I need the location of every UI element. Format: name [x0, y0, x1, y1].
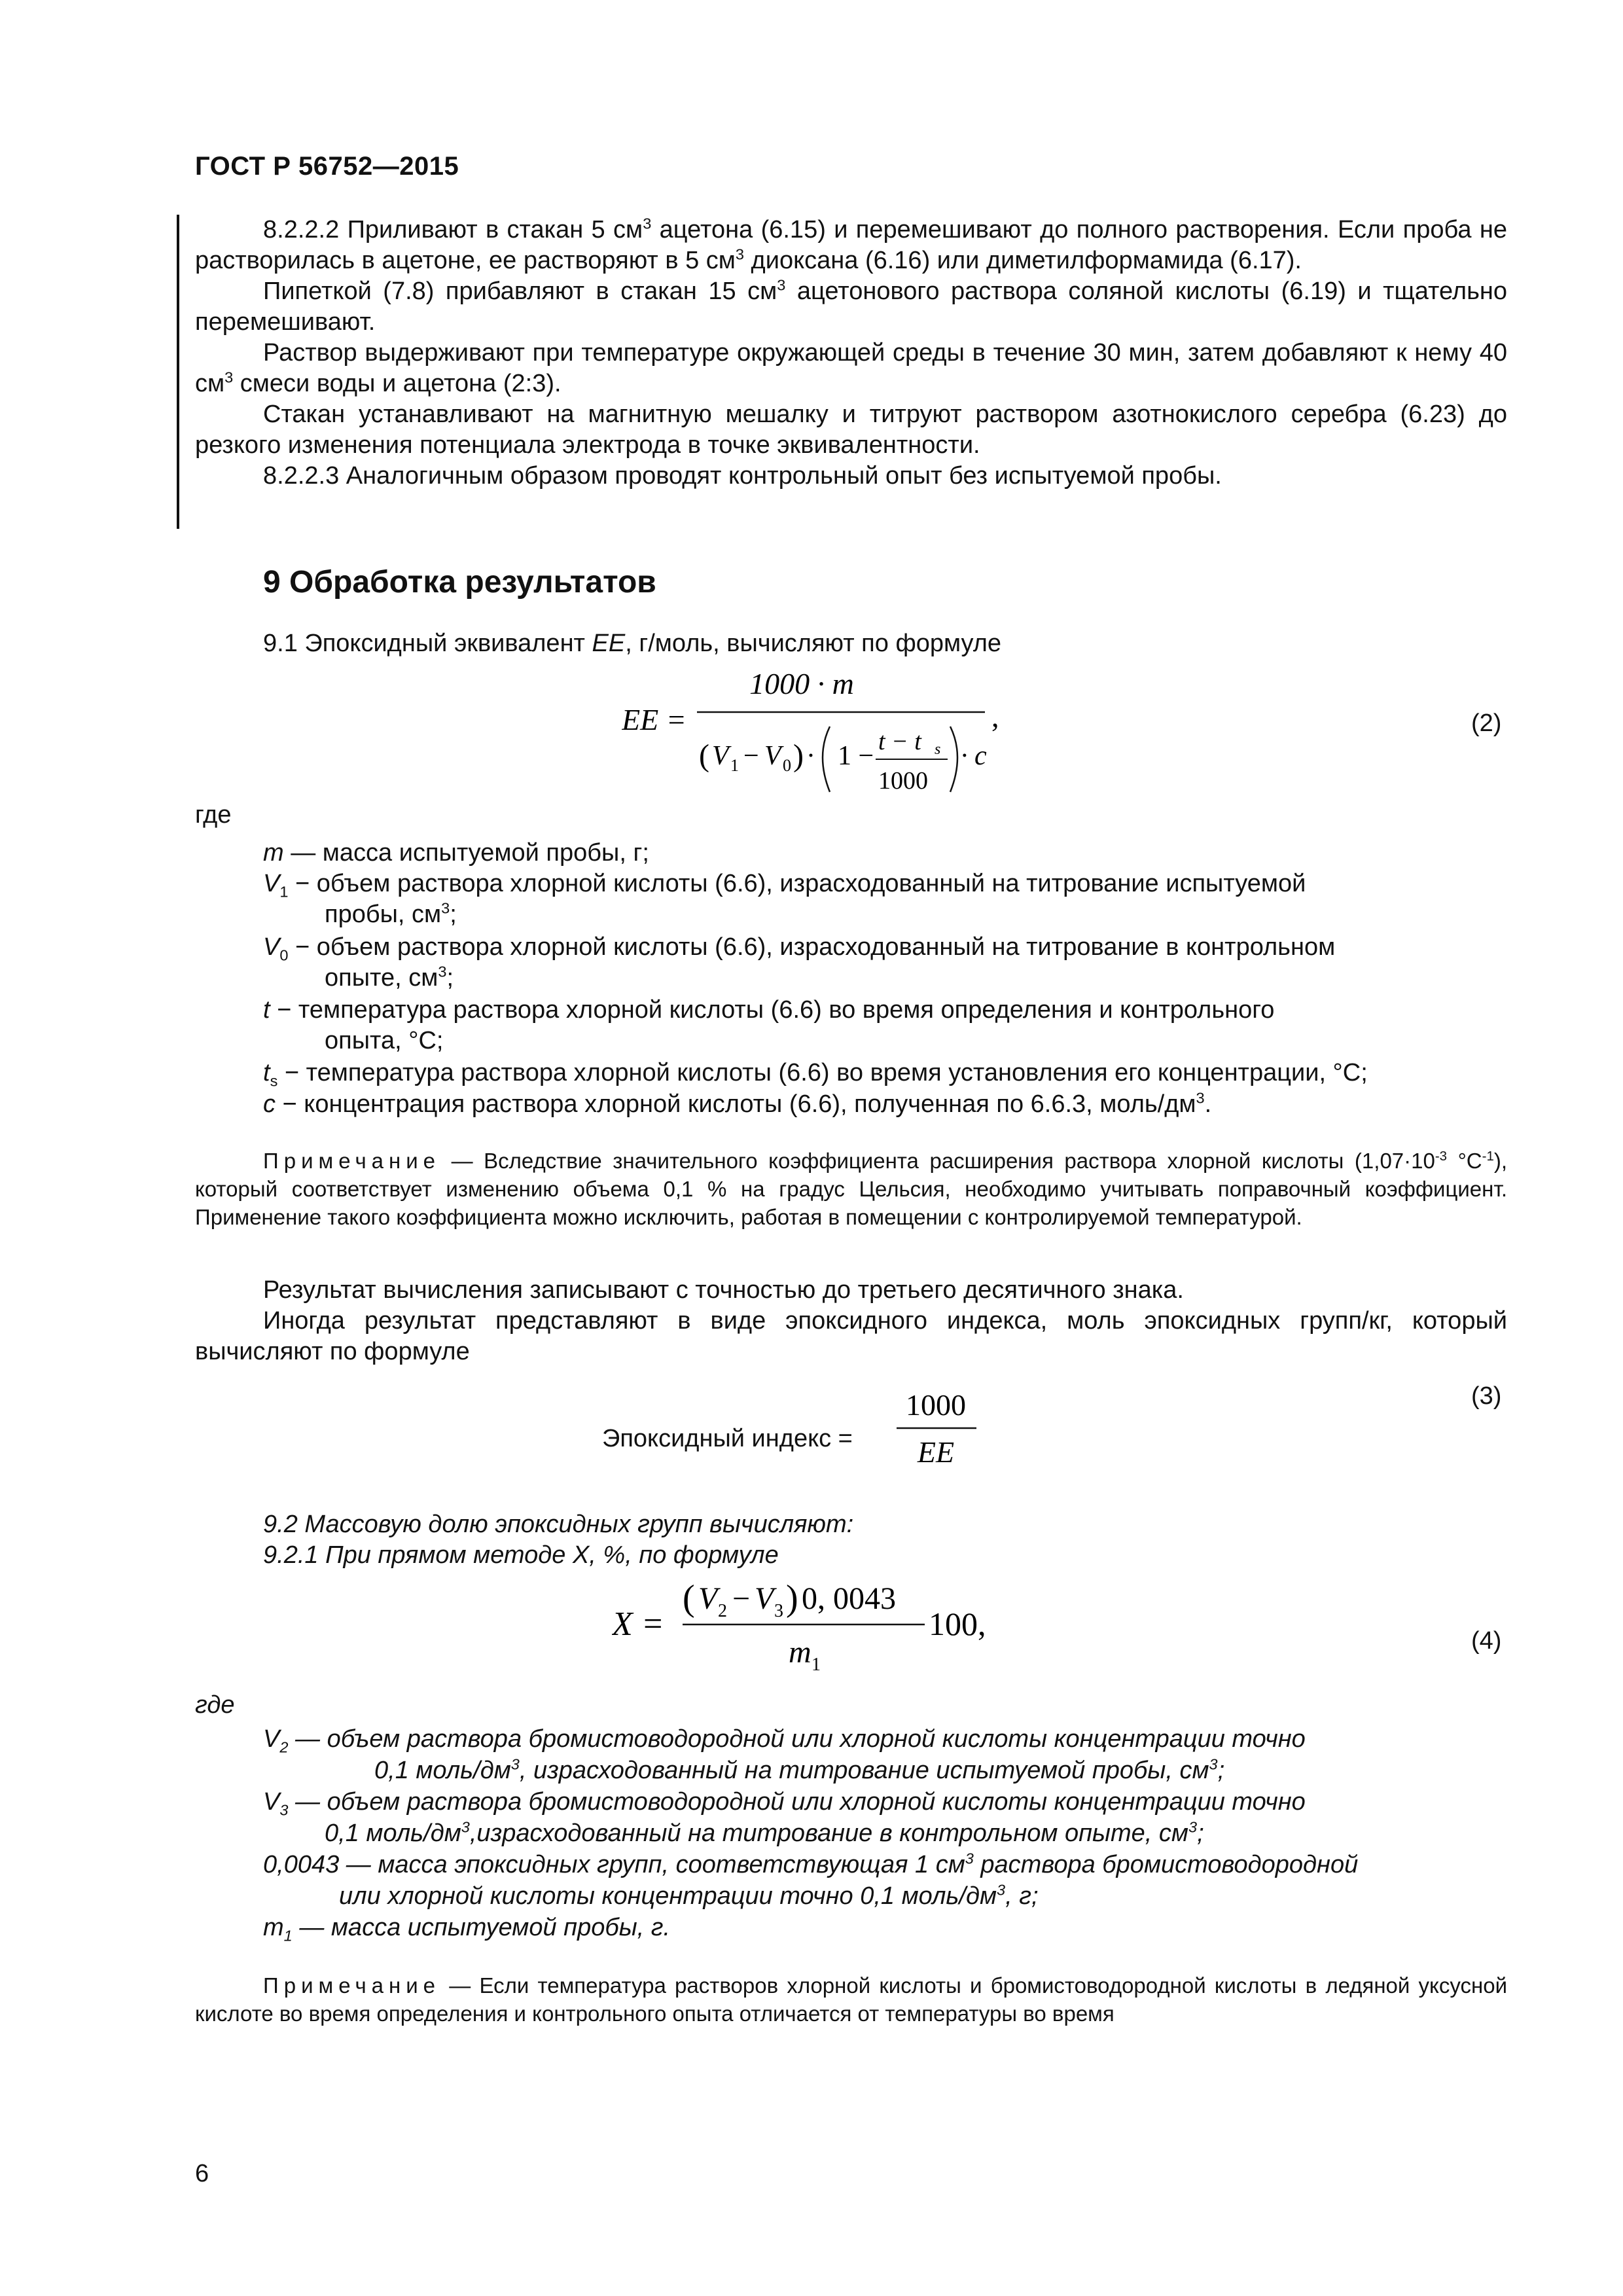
paragraph-epoxy-index: Иногда результат представляют в виде эпоксидного индекса, моль эпоксидных групп/кг, который вычисляют по формуле: [195, 1307, 1507, 1365]
svg-text:V: V: [712, 741, 729, 771]
def-c: c − концентрация раствора хлорной кислоты (6.6), полученная по 6.6.3, моль/$дм^3$.: [263, 1089, 1212, 1118]
svg-text:1: 1: [812, 1655, 821, 1675]
paragraph-pipette: Пипеткой (7.8) прибавляют в стакан 15 $см^3$ ацетонового раствора соляной кислоты (6.19) и тщательно перемешивают.: [195, 276, 1507, 336]
result-text: [195, 1275, 1507, 1367]
svg-text:t − t: t − t: [878, 728, 921, 755]
def-v0: $V_0$ − объем раствора хлорной кислоты (6.6), израсходованный на титрование в контрольном: [263, 933, 1336, 964]
equation-4: [612, 1571, 1018, 1682]
section-9-heading: 9 Обработка результатов: [263, 565, 656, 600]
svg-text:2: 2: [718, 1601, 727, 1621]
def-t-cont: опыта, °С;: [325, 1027, 444, 1054]
eq2-lhs: EE =: [622, 703, 687, 736]
svg-text:(: (: [699, 738, 709, 773]
paragraph-result-precision: Результат вычисления записывают с точностью до третьего десятичного знака.: [263, 1276, 1184, 1304]
def-v2: $V_2$ — объем раствора бромистоводородной или хлорной кислоты концентрации точно: [263, 1725, 1306, 1756]
eq3-label: Эпоксидный индекс =: [602, 1425, 853, 1452]
svg-text:V: V: [755, 1581, 774, 1616]
svg-text:3: 3: [774, 1601, 783, 1621]
svg-text:1000: 1000: [878, 767, 928, 795]
paragraph-921: 9.2.1 При прямом методе X, %, по формуле: [263, 1541, 779, 1569]
svg-text:0, 0043: 0, 0043: [802, 1581, 896, 1616]
paragraph-92: 9.2 Массовую долю эпоксидных групп вычисляют:: [263, 1511, 854, 1538]
svg-text:·: ·: [806, 741, 815, 771]
svg-text:s: s: [935, 741, 941, 758]
section-8-text: [195, 215, 1507, 492]
change-bar: [177, 215, 179, 529]
svg-text:(: (: [683, 1578, 695, 1619]
svg-text:100,: 100,: [929, 1605, 986, 1642]
equation-4-number: (4): [1471, 1627, 1502, 1655]
def-v1: $V_1$ − объем раствора хлорной кислоты (6.6), израсходованный на титрование испытуемой: [263, 870, 1306, 901]
paragraph-solution: Раствор выдерживают при температуре окружающей среды в течение 30 мин, затем добавляют к нему 40 $см^3$ смеси воды и ацетона (2:3).: [195, 339, 1507, 397]
svg-text:−: −: [732, 1581, 751, 1616]
document-header: ГОСТ Р 56752—2015: [195, 152, 459, 181]
eq2-numerator: 1000 · m: [749, 667, 854, 700]
svg-text:−: −: [743, 741, 759, 771]
def-v2-cont: 0,1 моль/$дм^3$, израсходованный на титрование испытуемой пробы, $см^3$;: [374, 1755, 1225, 1784]
note-1: Примечание — Вследствие значительного коэффициента расширения раствора хлорной кислоты ($1,07\cdot 10^{-3}$ $^\circ С^{-1}$), который соответствует изменению объема 0,1 % на градус Цельсия, необходимо учитывать поправочный коэффициент. Применение такого коэффициента можно исключить, работая в помещении с контролируемой температурой.: [195, 1149, 1507, 1229]
equation-2-number: (2): [1471, 709, 1502, 737]
def-v3: $V_3$ — объем раствора бромистоводородной или хлорной кислоты концентрации точно: [263, 1788, 1306, 1819]
svg-text:1: 1: [730, 756, 739, 775]
def-m1: $m_1$ — масса испытуемой пробы, г.: [263, 1914, 671, 1945]
paragraph-titration: Стакан устанавливают на магнитную мешалку и титруют раствором азотнокислого серебра (6.23) до резкого изменения потенциала электрода в точке эквивалентности.: [195, 401, 1507, 459]
eq3-numerator: 1000: [906, 1388, 966, 1422]
svg-text:): ): [793, 738, 804, 773]
where-label-2: где: [195, 1691, 235, 1719]
svg-text:0: 0: [783, 756, 791, 775]
svg-text:,: ,: [991, 700, 999, 733]
paragraph-8222: 8.2.2.2 Приливают в стакан 5 $см^3$ ацетона (6.15) и перемешивают до полного растворения. Если проба не растворилась в ацетоне, ее растворяют в 5 $см^3$ диоксана (6.16) или диметилформамида (6.17).: [195, 215, 1507, 274]
paragraph-91: 9.1 Эпоксидный эквивалент EE, г/моль, вычисляют по формуле: [263, 630, 1002, 657]
def-v1-cont: пробы, $см^3$;: [325, 899, 457, 928]
equation-2: [622, 661, 1027, 812]
where-label: где: [195, 801, 232, 829]
def-constant: 0,0043 — масса эпоксидных групп, соответствующая 1 $см^3$ раствора бромистоводородной: [263, 1850, 1359, 1878]
svg-text:): ): [786, 1578, 798, 1619]
def-m: m — масса испытуемой пробы, г;: [263, 839, 649, 867]
def-constant-cont: или хлорной кислоты концентрации точно 0,1 моль/$дм^3$, г;: [339, 1881, 1039, 1910]
def-t: t − температура раствора хлорной кислоты (6.6) во время определения и контрольного: [263, 996, 1275, 1024]
svg-text:1 −: 1 −: [838, 741, 874, 771]
eq3-denominator: EE: [917, 1435, 955, 1469]
page-number: 6: [195, 2160, 209, 2187]
def-ts: $t_s$ − температура раствора хлорной кислоты (6.6) во время установления его концентрации, °С;: [263, 1059, 1368, 1090]
eq4-lhs: X =: [612, 1605, 664, 1643]
svg-text:m: m: [789, 1635, 812, 1670]
def-v3-cont: 0,1 моль/$дм^3,израсходованный$ на титрование в контрольном опыте, $см^3$;: [325, 1818, 1204, 1847]
svg-text:V: V: [764, 741, 781, 771]
note-2: Примечание — Если температура растворов хлорной кислоты и бромистоводородной кислоты в ледяной уксусной кислоте во время определения и контрольного опыта отличается от температуры во время: [195, 1973, 1507, 2026]
svg-text:V: V: [698, 1581, 718, 1616]
def-v0-cont: опыте, $см^3$;: [325, 963, 454, 992]
equation-3-number: (3): [1471, 1382, 1502, 1410]
svg-text:· c: · c: [961, 741, 987, 771]
equation-3: [890, 1381, 982, 1479]
paragraph-8223: 8.2.2.3 Аналогичным образом проводят контрольный опыт без испытуемой пробы.: [263, 462, 1222, 490]
